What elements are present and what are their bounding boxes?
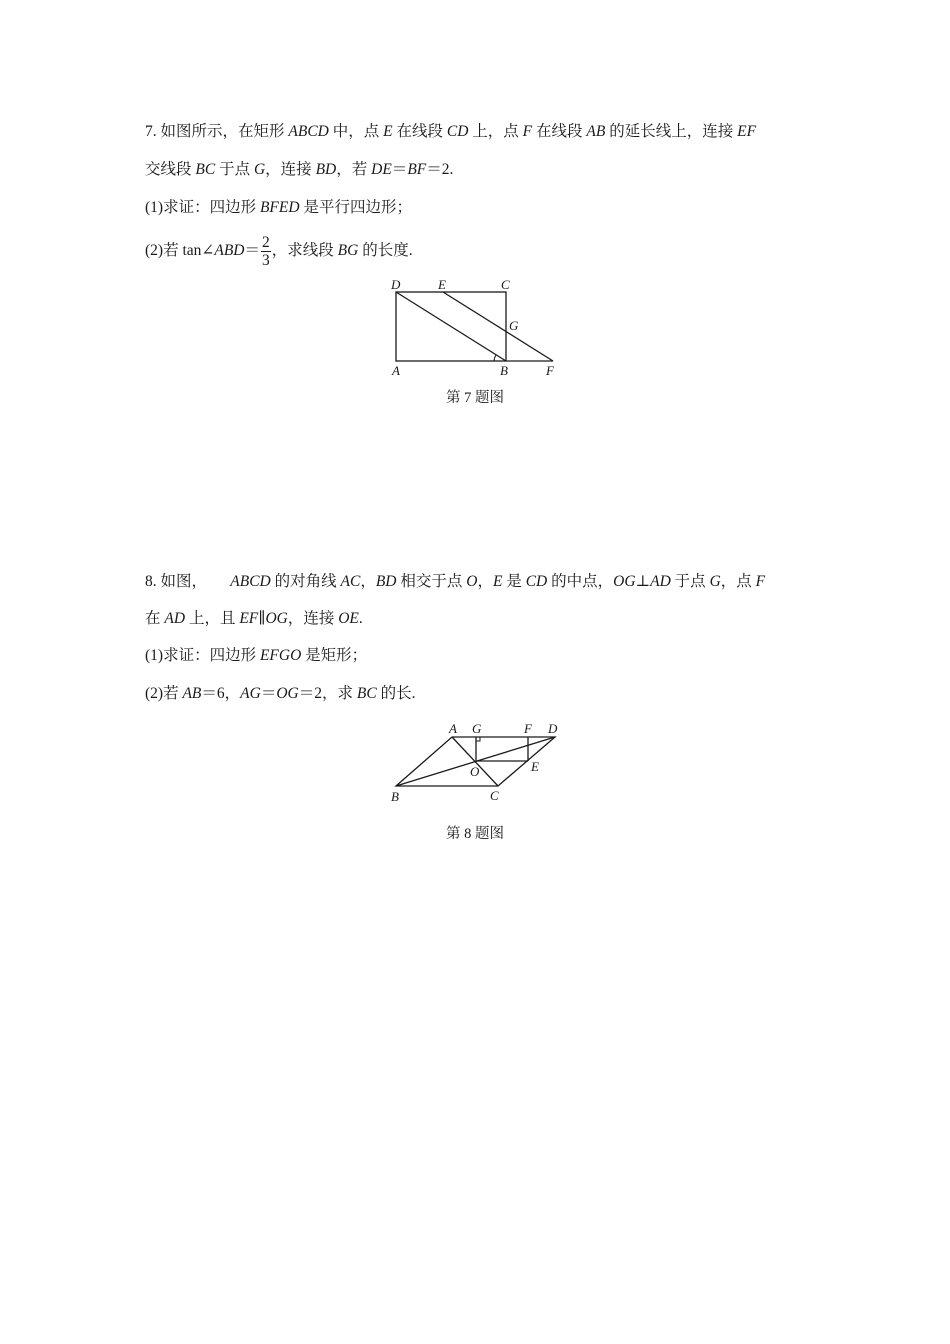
text: 的对角线	[270, 573, 341, 590]
figure-8	[396, 737, 555, 786]
math: G	[253, 161, 266, 178]
math: F	[755, 573, 766, 590]
math: AC	[340, 573, 361, 590]
text: (1)求证：四边形	[145, 199, 260, 216]
text: 于点	[670, 573, 710, 590]
text: 的中点，	[547, 573, 614, 590]
text: (1)求证：四边形	[145, 647, 260, 664]
label-C: C	[501, 277, 510, 292]
text: ＝2，求	[298, 685, 357, 702]
text: (2)若	[145, 685, 183, 702]
text: ＝	[260, 685, 277, 702]
text: 在线段	[532, 123, 587, 140]
text: 是平行四边形；	[299, 199, 412, 216]
math: BC	[195, 161, 216, 178]
label-B: B	[500, 363, 508, 378]
math: ABCD	[288, 123, 329, 140]
fraction	[261, 234, 271, 269]
problem7-line2	[145, 160, 453, 180]
text: 上，且	[185, 610, 240, 627]
problem8-line1	[145, 572, 765, 592]
text: 于点	[215, 161, 254, 178]
label-D: D	[391, 277, 401, 292]
text: ，求线段	[271, 242, 338, 259]
label-O: O	[470, 764, 480, 779]
text: 中，点	[328, 123, 384, 140]
label-G: G	[509, 318, 519, 333]
fraction-numerator: 2	[262, 233, 270, 251]
math: OG	[613, 573, 636, 590]
text: ＝	[391, 161, 408, 178]
problem8-question1	[145, 646, 367, 666]
math: ABCD	[230, 573, 271, 590]
text: 上，点	[468, 123, 523, 140]
text: 的长度.	[358, 242, 413, 259]
text: 在	[145, 610, 165, 627]
text: ＝6，	[201, 685, 241, 702]
label-C: C	[490, 788, 499, 803]
math: OE	[338, 610, 359, 627]
text: 的长.	[376, 685, 416, 702]
fraction-denominator: 3	[262, 251, 270, 269]
problem7-question1	[145, 198, 412, 218]
math: E	[383, 123, 393, 140]
text: ＝	[244, 242, 261, 259]
math: EF	[239, 610, 259, 627]
text: 如图所示，在矩形	[160, 123, 289, 140]
label-D: D	[548, 721, 558, 736]
text: 是矩形；	[301, 647, 368, 664]
math: BG	[337, 242, 359, 259]
figure-7-caption: 第 7 题图	[446, 390, 504, 406]
text: 如图，	[160, 573, 231, 590]
text: ⊥	[635, 573, 651, 590]
label-B: B	[391, 789, 399, 804]
text: ，连接	[265, 161, 316, 178]
text: ∥	[258, 610, 266, 627]
problem7-line1	[145, 122, 756, 142]
text: 交线段	[145, 161, 196, 178]
label-F: F	[546, 363, 554, 378]
text: ，	[360, 573, 376, 590]
label-E: E	[531, 759, 539, 774]
math: CD	[525, 573, 548, 590]
math: F	[522, 123, 533, 140]
math: OG	[276, 685, 299, 702]
math: AD	[164, 610, 186, 627]
label-G: G	[472, 721, 482, 736]
problem8-question2	[145, 684, 415, 704]
math: AD	[650, 573, 671, 590]
math: AB	[586, 123, 606, 140]
math: BD	[315, 161, 337, 178]
math: G	[709, 573, 721, 590]
text: ，点	[720, 573, 756, 590]
math: EFGO	[259, 647, 302, 664]
problem7-question2	[145, 233, 413, 269]
math: AB	[182, 685, 202, 702]
problem-number: 7.	[145, 123, 157, 140]
text: ，连接	[287, 610, 339, 627]
math: BFED	[259, 199, 300, 216]
text: 在线段	[392, 123, 447, 140]
math: OG	[265, 610, 288, 627]
math: CD	[446, 123, 469, 140]
math: BC	[356, 685, 377, 702]
problem-number: 8.	[145, 573, 157, 590]
label-F: F	[524, 721, 532, 736]
text: 相交于点	[396, 573, 467, 590]
text: ＝2.	[426, 161, 454, 178]
text: ，若	[336, 161, 372, 178]
math: BD	[375, 573, 397, 590]
problem8-line2	[145, 609, 363, 629]
math: EF	[737, 123, 757, 140]
text: .	[358, 610, 363, 627]
text: 是	[502, 573, 526, 590]
figure-8-caption: 第 8 题图	[446, 826, 504, 842]
math: ABD	[214, 242, 245, 259]
math: AG	[240, 685, 261, 702]
math: O	[466, 573, 478, 590]
math: BF	[407, 161, 427, 178]
label-A: A	[449, 721, 457, 736]
math: E	[492, 573, 503, 590]
label-E: E	[438, 277, 446, 292]
label-A: A	[392, 363, 400, 378]
text: (2)若 tan∠	[145, 242, 215, 259]
text: 的延长线上，连接	[605, 123, 738, 140]
math: DE	[371, 161, 392, 178]
text: ，	[477, 573, 493, 590]
